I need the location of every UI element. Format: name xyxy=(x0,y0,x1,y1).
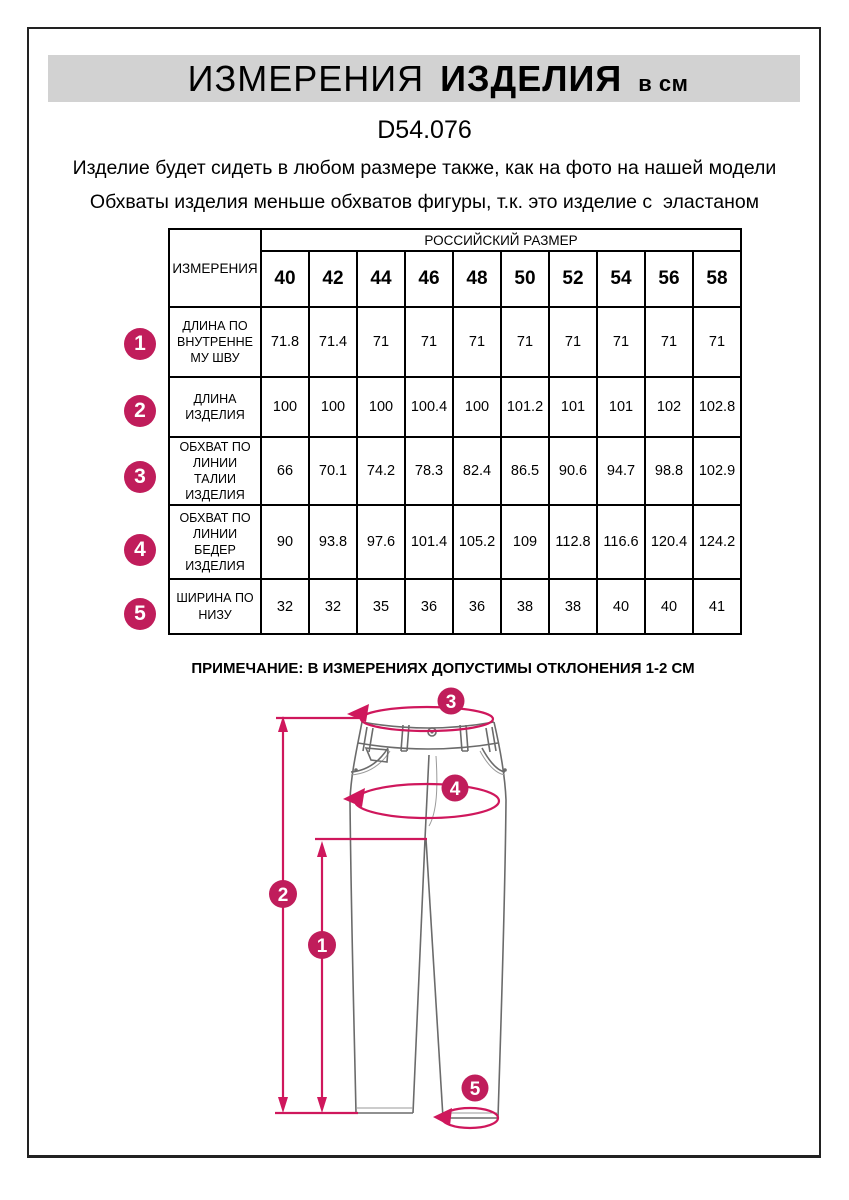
value-cell: 71.4 xyxy=(309,307,357,377)
value-cell: 71 xyxy=(549,307,597,377)
row-label: ШИРИНА ПО НИЗУ xyxy=(169,579,261,634)
value-cell: 71 xyxy=(405,307,453,377)
value-cell: 38 xyxy=(549,579,597,634)
value-cell: 101 xyxy=(549,377,597,437)
table-header xyxy=(169,229,741,307)
value-cell: 70.1 xyxy=(309,437,357,505)
size-header-cell: 58 xyxy=(693,251,741,307)
value-cell: 71 xyxy=(453,307,501,377)
value-cell: 71 xyxy=(597,307,645,377)
value-cell: 71 xyxy=(693,307,741,377)
row-label: ОБХВАТ ПО ЛИНИИ БЕДЕР ИЗДЕЛИЯ xyxy=(169,505,261,579)
value-cell: 41 xyxy=(693,579,741,634)
value-cell: 82.4 xyxy=(453,437,501,505)
value-cell: 94.7 xyxy=(597,437,645,505)
description-line-1: Изделие будет сидеть в любом размере также, как на фото на нашей модели xyxy=(72,157,777,179)
size-header-cell: 50 xyxy=(501,251,549,307)
value-cell: 36 xyxy=(453,579,501,634)
page-title xyxy=(48,55,800,102)
corner-label-cell: ИЗМЕРЕНИЯ xyxy=(169,229,261,307)
svg-text:2: 2 xyxy=(277,885,289,906)
value-cell: 109 xyxy=(501,505,549,579)
value-cell: 112.8 xyxy=(549,505,597,579)
size-header-cell: 48 xyxy=(453,251,501,307)
value-cell: 101 xyxy=(597,377,645,437)
pants-measurement-diagram xyxy=(255,685,615,1140)
table-row xyxy=(169,437,741,505)
value-cell: 35 xyxy=(357,579,405,634)
value-cell: 90.6 xyxy=(549,437,597,505)
waist-arrowhead-icon xyxy=(347,704,369,722)
value-cell: 120.4 xyxy=(645,505,693,579)
row-label: ОБХВАТ ПО ЛИНИИ ТАЛИИ ИЗДЕЛИЯ xyxy=(169,437,261,505)
table-body xyxy=(169,307,741,634)
svg-text:5: 5 xyxy=(469,1079,481,1100)
title-unit: в см xyxy=(638,71,689,96)
table-row xyxy=(169,377,741,437)
size-header-cell: 52 xyxy=(549,251,597,307)
value-cell: 93.8 xyxy=(309,505,357,579)
measurements-table xyxy=(168,228,742,635)
title-secondary: ИЗДЕЛИЯ xyxy=(440,58,623,99)
measurement-overlays xyxy=(275,704,499,1128)
value-cell: 101.2 xyxy=(501,377,549,437)
value-cell: 101.4 xyxy=(405,505,453,579)
row-number-badge-3: 3 xyxy=(124,461,156,493)
size-header-cell: 42 xyxy=(309,251,357,307)
value-cell: 100.4 xyxy=(405,377,453,437)
value-cell: 40 xyxy=(597,579,645,634)
size-header-cell: 40 xyxy=(261,251,309,307)
value-cell: 74.2 xyxy=(357,437,405,505)
value-cell: 100 xyxy=(453,377,501,437)
value-cell: 90 xyxy=(261,505,309,579)
pants-outline xyxy=(350,722,507,1118)
value-cell: 124.2 xyxy=(693,505,741,579)
value-cell: 66 xyxy=(261,437,309,505)
table-row xyxy=(169,505,741,579)
size-group-row xyxy=(169,229,741,251)
value-cell: 97.6 xyxy=(357,505,405,579)
size-group-label-cell: РОССИЙСКИЙ РАЗМЕР xyxy=(261,229,741,251)
size-header-cell: 46 xyxy=(405,251,453,307)
value-cell: 71.8 xyxy=(261,307,309,377)
value-cell: 36 xyxy=(405,579,453,634)
description-line-2: Обхваты изделия меньше обхватов фигуры, т.к. это изделие с эластаном xyxy=(89,191,760,213)
svg-text:3: 3 xyxy=(445,692,457,713)
row-number-badge-4: 4 xyxy=(124,534,156,566)
value-cell: 71 xyxy=(501,307,549,377)
size-header-cell: 44 xyxy=(357,251,405,307)
value-cell: 38 xyxy=(501,579,549,634)
size-header-cell: 54 xyxy=(597,251,645,307)
title-main: ИЗМЕРЕНИЯ xyxy=(187,58,425,99)
svg-text:4: 4 xyxy=(449,779,461,800)
value-cell: 102.9 xyxy=(693,437,741,505)
value-cell: 71 xyxy=(645,307,693,377)
size-header-cell: 56 xyxy=(645,251,693,307)
value-cell: 105.2 xyxy=(453,505,501,579)
table-row xyxy=(169,579,741,634)
row-number-badge-2: 2 xyxy=(124,395,156,427)
value-cell: 86.5 xyxy=(501,437,549,505)
value-cell: 100 xyxy=(309,377,357,437)
row-label: ДЛИНА ИЗДЕЛИЯ xyxy=(169,377,261,437)
tolerance-note: ПРИМЕЧАНИЕ: В ИЗМЕРЕНИЯХ ДОПУСТИМЫ ОТКЛОНЕНИЯ 1-2 СМ xyxy=(191,660,695,677)
svg-text:1: 1 xyxy=(316,936,328,957)
row-number-badge-1: 1 xyxy=(124,328,156,360)
row-number-badge-5: 5 xyxy=(124,598,156,630)
product-code: D54.076 xyxy=(377,116,472,144)
value-cell: 71 xyxy=(357,307,405,377)
table-row xyxy=(169,307,741,377)
value-cell: 32 xyxy=(309,579,357,634)
value-cell: 98.8 xyxy=(645,437,693,505)
value-cell: 100 xyxy=(357,377,405,437)
value-cell: 100 xyxy=(261,377,309,437)
value-cell: 102 xyxy=(645,377,693,437)
value-cell: 78.3 xyxy=(405,437,453,505)
value-cell: 40 xyxy=(645,579,693,634)
hip-arrowhead-icon xyxy=(343,788,365,807)
value-cell: 32 xyxy=(261,579,309,634)
value-cell: 102.8 xyxy=(693,377,741,437)
row-label: ДЛИНА ПО ВНУТРЕННЕ МУ ШВУ xyxy=(169,307,261,377)
value-cell: 116.6 xyxy=(597,505,645,579)
